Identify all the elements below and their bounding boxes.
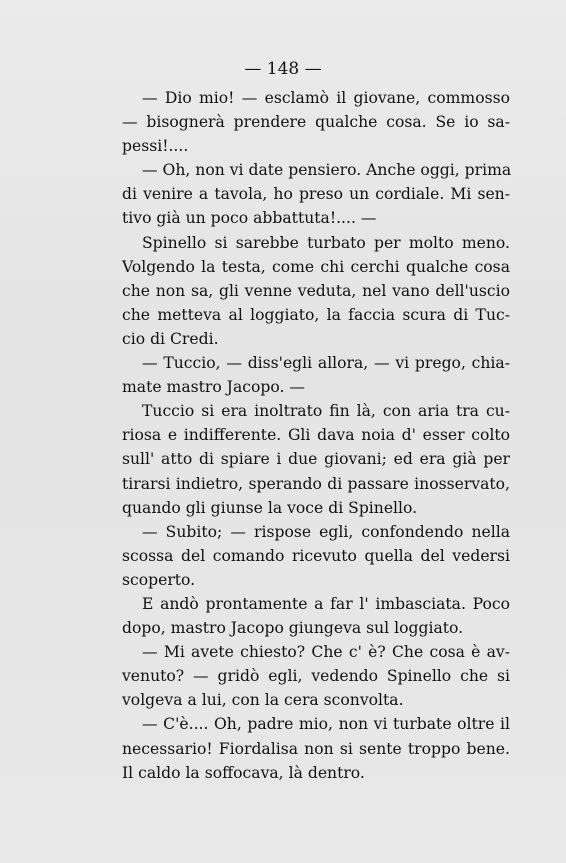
text-line: Tuccio si era inoltrato fin là, con aria tra cu- xyxy=(142,402,510,421)
text-line: pessi!.... xyxy=(122,137,189,156)
text-line: necessario! Fiordalisa non si sente troppo bene. xyxy=(122,739,510,758)
text-line: — Oh, non vi date pensiero. Anche oggi, prima xyxy=(142,161,512,180)
text-line: tivo già un poco abbattuta!.... — xyxy=(122,209,377,228)
text-line: riosa e indifferente. Gli dava noia d' esser colto xyxy=(122,426,510,445)
text-line: venuto? — gridò egli, vedendo Spinello che si xyxy=(122,667,510,686)
text-line: che non sa, gli venne veduta, nel vano dell'uscio xyxy=(122,281,510,300)
text-line: mate mastro Jacopo. — xyxy=(122,378,305,397)
text-line: di venire a tavola, ho preso un cordiale. Mi sen- xyxy=(122,185,510,204)
text-line: Il caldo la soffocava, là dentro. xyxy=(122,763,365,782)
text-line: quando gli giunse la voce di Spinello. xyxy=(122,498,418,517)
text-line: scoperto. xyxy=(122,570,196,589)
text-line: — Mi avete chiesto? Che c' è? Che cosa è av- xyxy=(142,643,510,662)
text-line: — C'è.... Oh, padre mio, non vi turbate oltre il xyxy=(142,715,510,734)
text-line: — Tuccio, — diss'egli allora, — vi prego, chia- xyxy=(142,354,510,373)
text-line: — bisognerà prendere qualche cosa. Se io sa- xyxy=(122,113,510,132)
text-line: — Subito; — rispose egli, confondendo nella xyxy=(142,522,510,541)
text-line: che metteva al loggiato, la faccia scura di Tuc- xyxy=(122,305,510,324)
text-line: — Dio mio! — esclamò il giovane, commosso xyxy=(142,89,510,107)
body-text xyxy=(122,86,510,785)
text-line: dopo, mastro Jacopo giungeva sul loggiato. xyxy=(122,619,464,638)
text-line: volgeva a lui, con la cera sconvolta. xyxy=(122,691,404,710)
text-line: tirarsi indietro, sperando di passare inosservato, xyxy=(122,474,510,493)
text-line: Volgendo la testa, come chi cerchi qualche cosa xyxy=(122,257,510,276)
text-line: scossa del comando ricevuto quella del vedersi xyxy=(122,546,510,565)
text-line: Spinello si sarebbe turbato per molto meno. xyxy=(142,233,510,252)
text-line: E andò prontamente a far l' imbasciata. Poco xyxy=(142,594,510,613)
page-number: — 148 — xyxy=(244,59,322,79)
text-line: sull' atto di spiare i due giovani; ed era già per xyxy=(122,450,510,469)
text-line: cio di Credi. xyxy=(122,329,219,348)
